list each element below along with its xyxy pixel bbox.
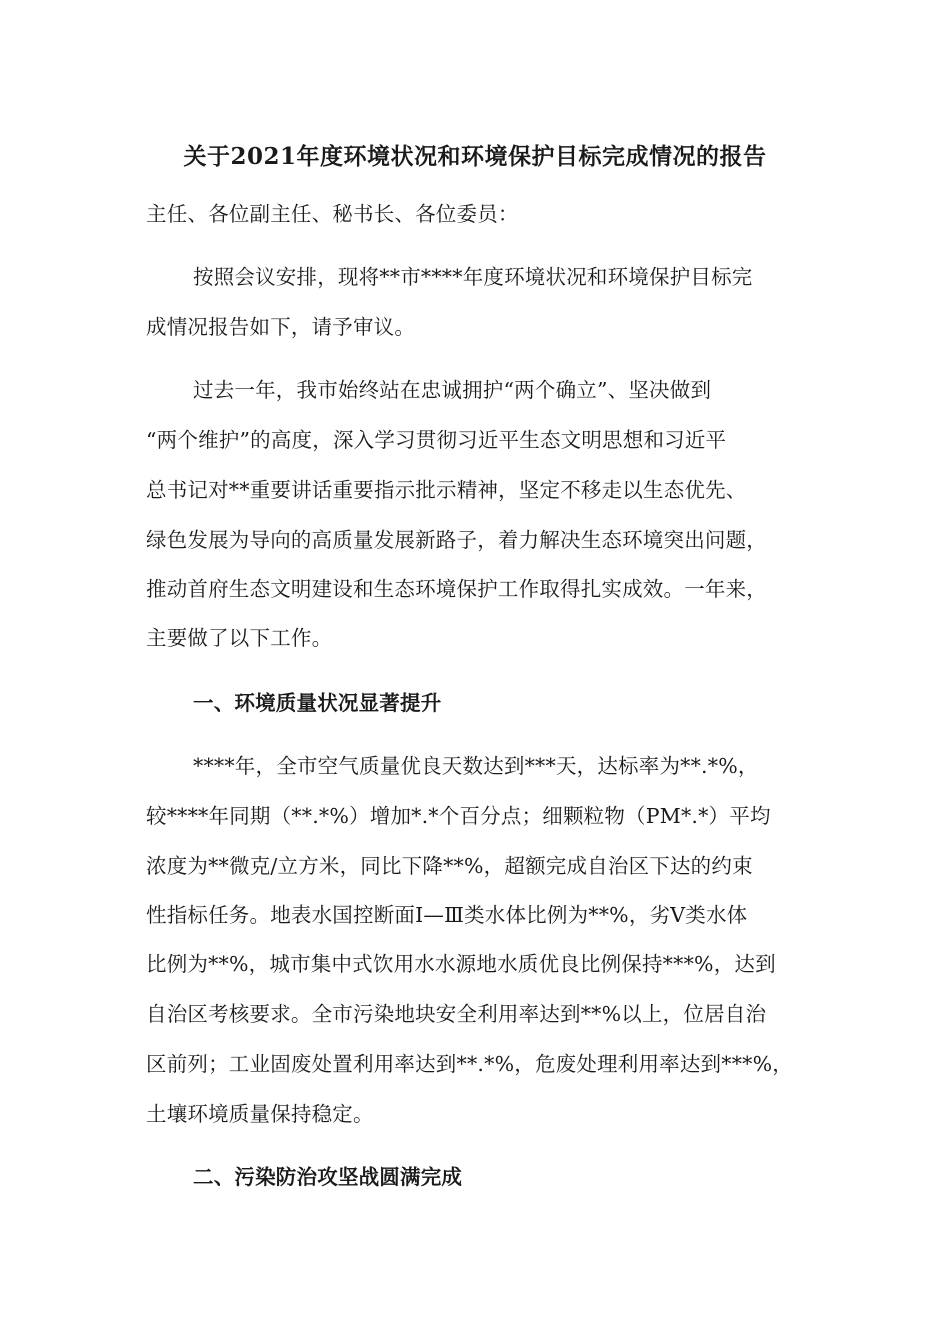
paragraph-line: 较****年同期（**.*%）增加*.*个百分点；细颗粒物（PM*.*）平均	[146, 804, 771, 828]
paragraph-line: 主要做了以下工作。	[146, 626, 333, 650]
paragraph-line: 绿色发展为导向的高质量发展新路子，着力解决生态环境突出问题，	[146, 528, 767, 552]
paragraph-line: 区前列；工业固废处置利用率达到**.*%，危废处理利用率达到***%，	[146, 1052, 793, 1076]
paragraph-line: 过去一年，我市始终站在忠诚拥护“两个确立”、坚决做到	[193, 378, 712, 402]
paragraph-line: 土壤环境质量保持稳定。	[146, 1102, 374, 1126]
paragraph-line: 推动首府生态文明建设和生态环境保护工作取得扎实成效。一年来，	[146, 577, 767, 601]
paragraph-line: 按照会议安排，现将**市****年度环境状况和环境保护目标完	[193, 265, 753, 289]
paragraph-line: ****年，全市空气质量优良天数达到***天，达标率为**.*%，	[193, 754, 759, 778]
paragraph-line: 比例为**%，城市集中式饮用水水源地水质优良比例保持***%，达到	[146, 952, 776, 976]
section-heading: 二、污染防治攻坚战圆满完成	[193, 1165, 463, 1189]
paragraph-line: 性指标任务。地表水国控断面Ⅰ—Ⅲ类水体比例为**%，劣Ⅴ类水体	[146, 903, 748, 927]
paragraph-line: “两个维护”的高度，深入学习贯彻习近平生态文明思想和习近平	[146, 428, 727, 452]
salutation: 主任、各位副主任、秘书长、各位委员：	[146, 202, 519, 226]
document-title: 关于2021年度环境状况和环境保护目标完成情况的报告	[183, 143, 767, 170]
paragraph-line: 浓度为**微克/立方米，同比下降**%，超额完成自治区下达的约束	[146, 854, 753, 878]
section-heading: 一、环境质量状况显著提升	[193, 691, 442, 715]
paragraph-line: 成情况报告如下，请予审议。	[146, 315, 416, 339]
paragraph-line: 总书记对**重要讲话重要指示批示精神，坚定不移走以生态优先、	[146, 478, 747, 502]
paragraph-line: 自治区考核要求。全市污染地块安全利用率达到**%以上，位居自治	[146, 1002, 767, 1026]
